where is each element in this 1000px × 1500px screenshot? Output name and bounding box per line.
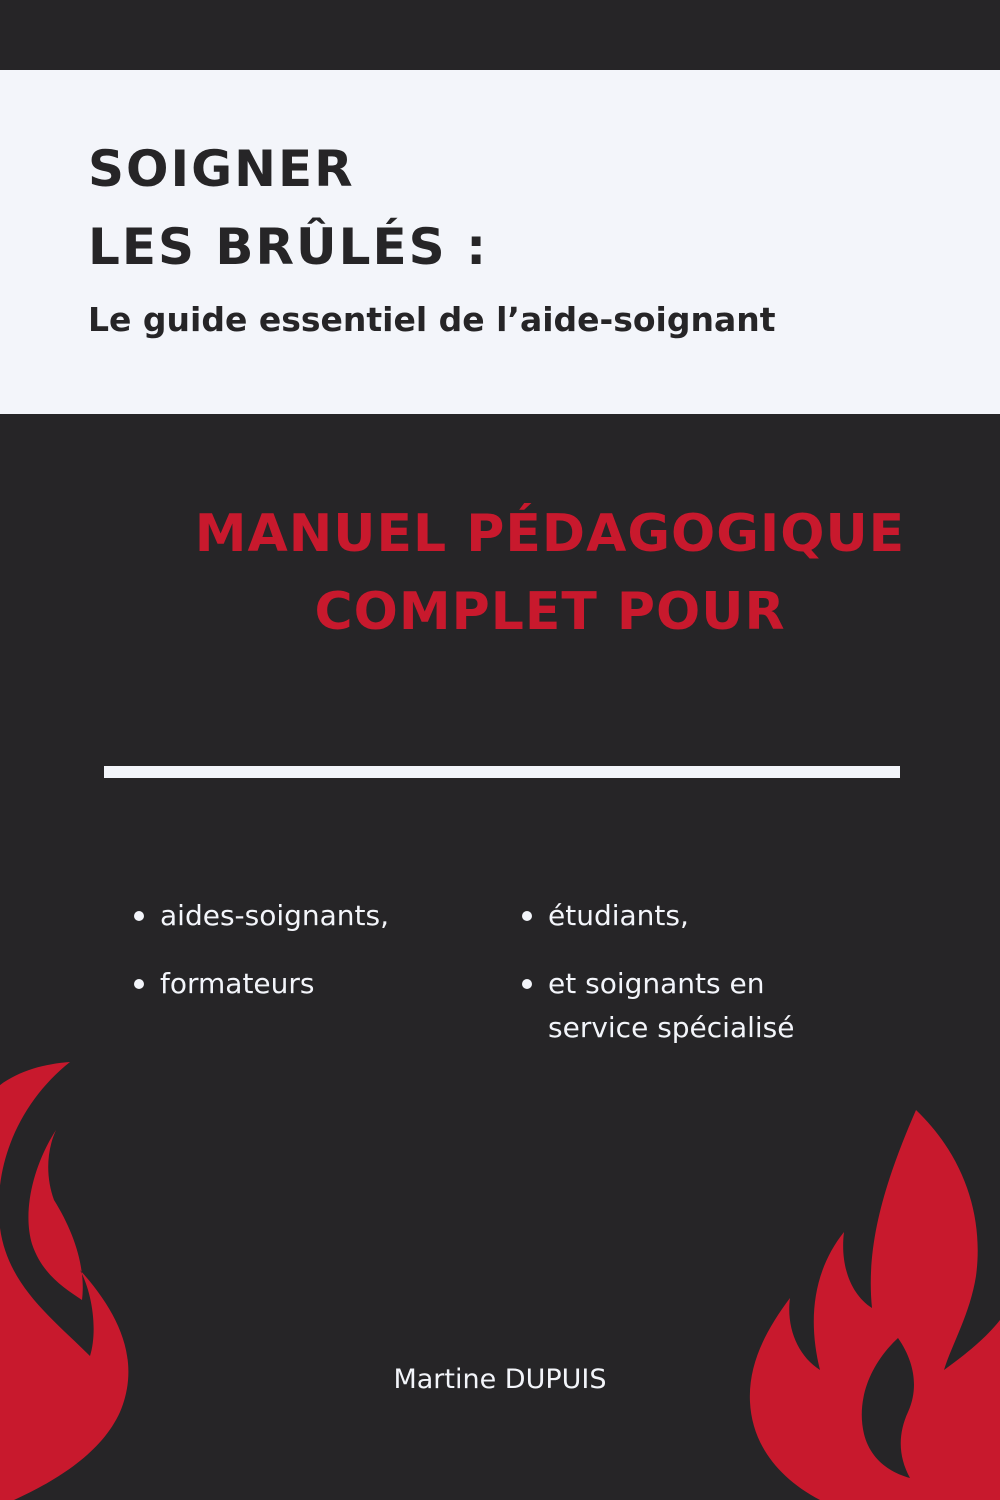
audience-item-soignants [520, 962, 818, 1050]
audience-item-soignants-text: et soignants en service spécialisé [548, 967, 795, 1044]
author-name: Martine DUPUIS [393, 1364, 607, 1395]
flame-left-icon [0, 1060, 194, 1500]
audience-list-right [520, 894, 818, 1074]
title-band [0, 70, 1000, 414]
headline-line-2: COMPLET POUR [314, 582, 786, 642]
title-line-2: LES BRÛLÉS : [88, 218, 489, 276]
divider [104, 766, 900, 778]
flame-right-icon [748, 1108, 1000, 1500]
audience-item-formateurs: formateurs [132, 962, 389, 1006]
headline-line-1: MANUEL PÉDAGOGIQUE [194, 504, 906, 564]
title-line-1: SOIGNER [88, 140, 355, 198]
audience-list-left [132, 894, 389, 1030]
subtitle: Le guide essentiel de l’aide-soignant [88, 300, 776, 339]
audience-item-etudiants: étudiants, [520, 894, 818, 938]
audience-item-aides-soignants: aides-soignants, [132, 894, 389, 938]
